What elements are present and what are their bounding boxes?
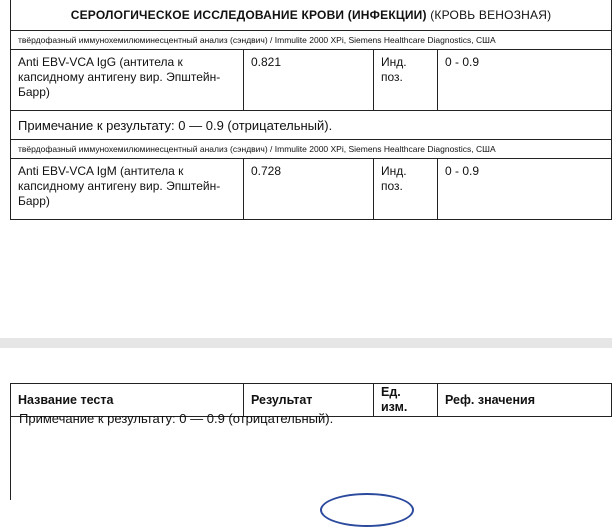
- column-header-reference: Реф. значения: [438, 384, 612, 417]
- method-row: [11, 140, 612, 159]
- test-name: Anti EBV-VCA IgM (антитела к капсидному антигену вир. Эпштейн-Барр): [11, 159, 244, 220]
- section-header-row: [11, 0, 612, 31]
- table-row: [11, 159, 612, 220]
- method-text: твёрдофазный иммунохемилюминесцентный анализ (сэндвич) / Immulite 2000 XPi, Siemens Healthcare Diagnostics, США: [11, 31, 612, 50]
- table-row: [11, 50, 612, 111]
- stamp-seal: [320, 493, 414, 527]
- test-unit: Инд. поз.: [374, 50, 438, 111]
- section-subtitle: (КРОВЬ ВЕНОЗНАЯ): [430, 7, 552, 22]
- test-result: 0.821: [244, 50, 374, 111]
- test-reference: 0 - 0.9: [438, 159, 612, 220]
- result-note: Примечание к результату: 0 — 0.9 (отрицательный).: [11, 111, 612, 140]
- page-separator: [0, 338, 612, 348]
- test-result: 0.728: [244, 159, 374, 220]
- column-header-result: Результат: [244, 384, 374, 417]
- column-header-name: Название теста: [11, 384, 244, 417]
- test-name: Anti EBV-VCA IgG (антитела к капсидному антигену вир. Эпштейн-Барр): [11, 50, 244, 111]
- results-table: [10, 0, 612, 220]
- column-header-unit: Ед. изм.: [374, 384, 438, 417]
- note-row: [11, 111, 612, 140]
- section-title: СЕРОЛОГИЧЕСКОЕ ИССЛЕДОВАНИЕ КРОВИ (ИНФЕКЦИИ): [70, 7, 427, 22]
- test-reference: 0 - 0.9: [438, 50, 612, 111]
- method-text: твёрдофазный иммунохемилюминесцентный анализ (сэндвич) / Immulite 2000 XPi, Siemens Healthcare Diagnostics, США: [11, 140, 612, 159]
- section-header: [11, 0, 612, 31]
- test-unit: Инд. поз.: [374, 159, 438, 220]
- note-box: [10, 405, 612, 500]
- method-row: [11, 31, 612, 50]
- result-note: Примечание к результату: 0 — 0.9 (отрицательный).: [19, 411, 334, 426]
